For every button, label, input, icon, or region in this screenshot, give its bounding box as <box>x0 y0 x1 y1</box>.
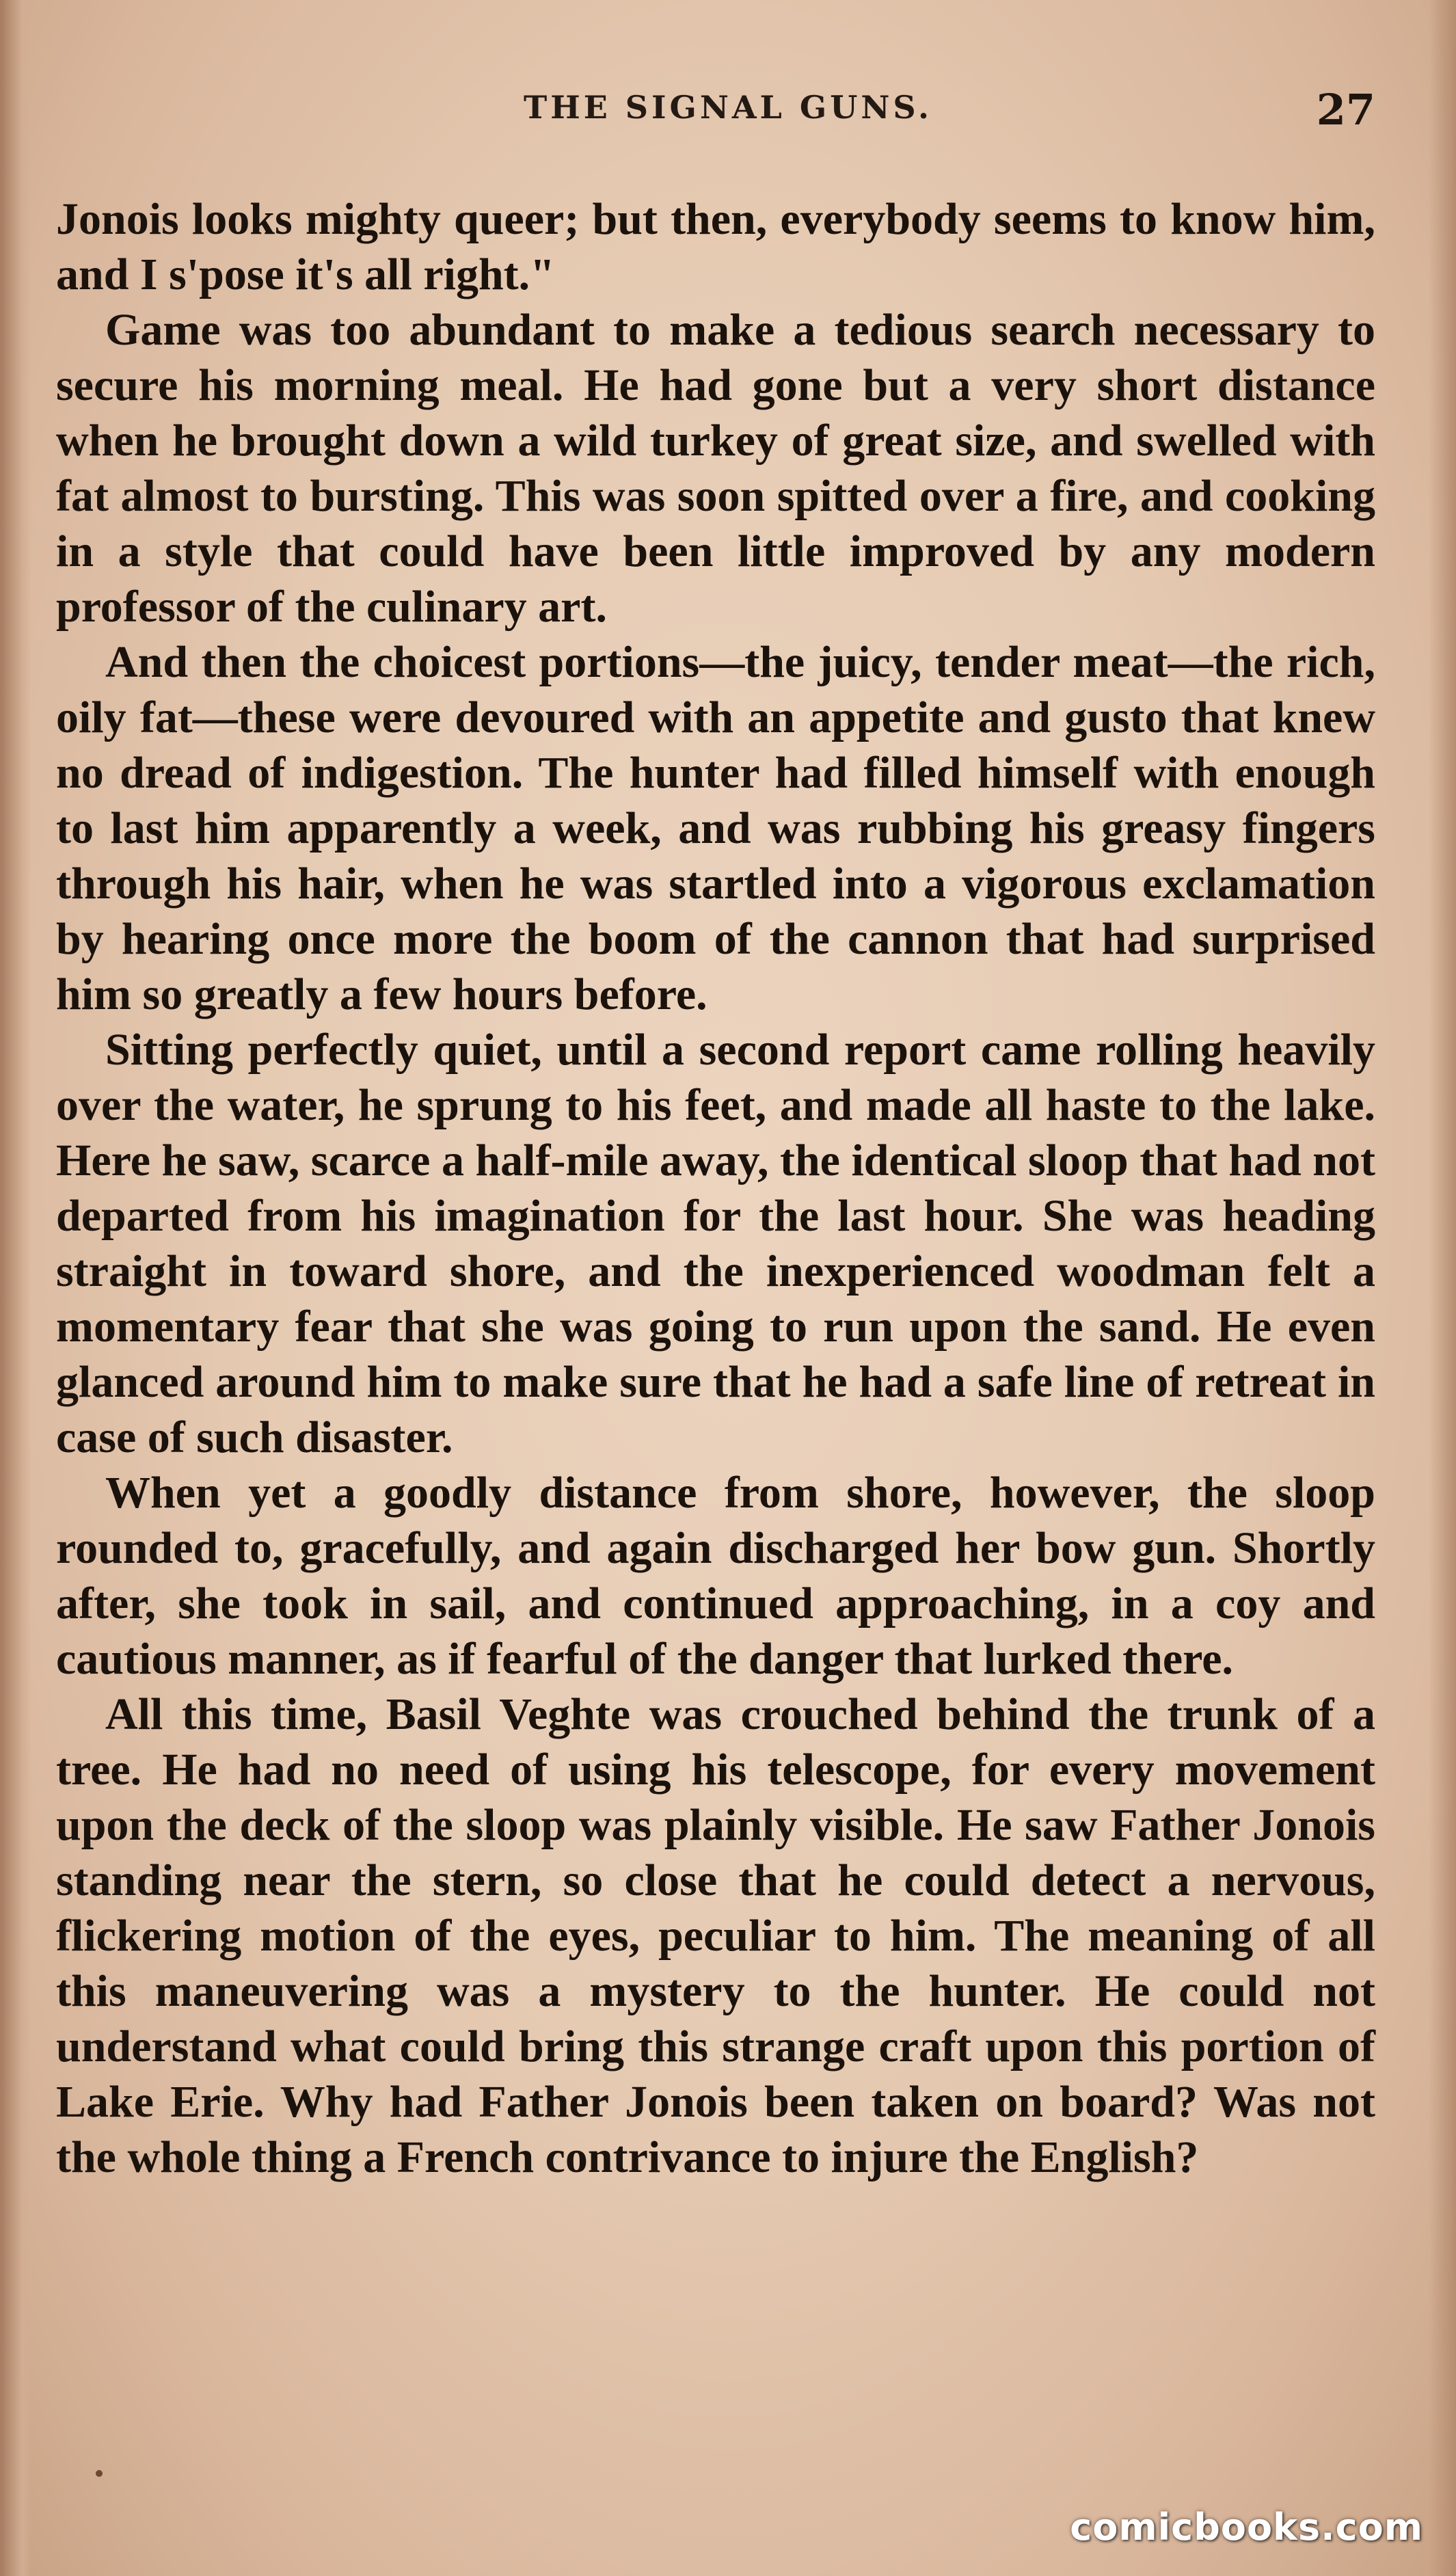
paragraph-1: Jonois looks mighty queer; but then, everybody seems to know him, and I s'pose it's all right." <box>56 194 1375 299</box>
ink-speck <box>96 2470 103 2477</box>
page-number: 27 <box>1316 85 1375 135</box>
paragraph-4: Sitting perfectly quiet, until a second report came rolling heavily over the water, he sprung to his feet, and made all haste to the lake. Here he saw, scarce a half-mile away, the identical sloop that had not departed from his imagination for the last hour. She was heading straight in toward shore, and the inexperienced woodman felt a momentary fear that she was going to run upon the sand. He even glanced around him to make sure that he had a safe line of retreat in case of such disaster. <box>56 1025 1375 1462</box>
body-text <box>56 191 1375 2185</box>
paragraph-5: When yet a goodly distance from shore, however, the sloop rounded to, gracefully, and again discharged her bow gun. Shortly after, she took in sail, and continued approaching, in a coy and cautious manner, as if fearful of the danger that lurked there. <box>56 1468 1375 1684</box>
watermark: comicbooks.com <box>1070 2506 1423 2549</box>
paragraph-3: And then the choicest portions—the juicy, tender meat—the rich, oily fat—these were devoured with an appetite and gusto that knew no dread of indigestion. The hunter had filled himself with enough to last him apparently a week, and was rubbing his greasy fingers through his hair, when he was startled into a vigorous exclamation by hearing once more the boom of the cannon that had surprised him so greatly a few hours before. <box>56 637 1375 1019</box>
page-edge-left <box>0 0 31 2576</box>
running-head: THE SIGNAL GUNS. <box>524 89 932 126</box>
paragraph-2: Game was too abundant to make a tedious search necessary to secure his morning meal. He had gone but a very short distance when he brought down a wild turkey of great size, and swelled with fat almost to bursting. This was soon spitted over a fire, and cooking in a style that could have been little improved by any modern professor of the culinary art. <box>56 305 1375 632</box>
paragraph-6: All this time, Basil Veghte was crouched behind the trunk of a tree. He had no need of using his telescope, for every movement upon the deck of the sloop was plainly visible. He saw Father Jonois standing near the stern, so close that he could detect a nervous, flickering motion of the eyes, peculiar to him. The meaning of all this maneuvering was a mystery to the hunter. He could not understand what could bring this strange craft upon this portion of Lake Erie. Why had Father Jonois been taken on board? Was not the whole thing a French contrivance to injure the English? <box>56 1689 1375 2182</box>
page-edge-right <box>1429 0 1456 2576</box>
